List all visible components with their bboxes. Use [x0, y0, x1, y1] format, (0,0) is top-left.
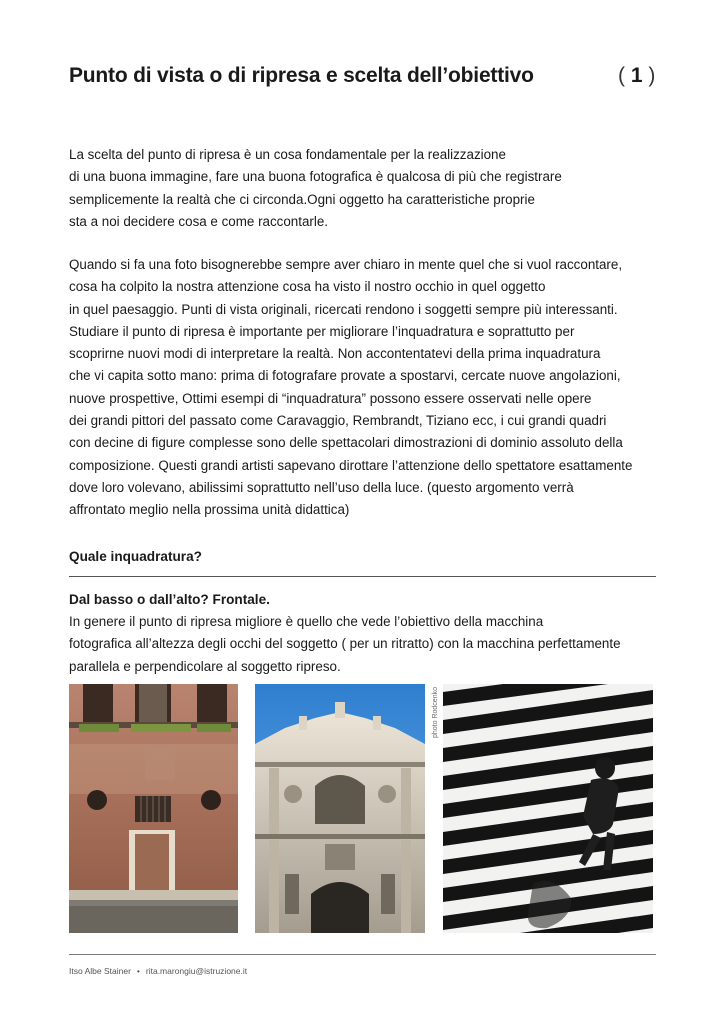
- text-line: con decine di figure complesse sono delle spettacolari dimostrazioni di dominio assoluto della: [69, 435, 623, 451]
- footer-school: Itso Albe Stainer: [69, 966, 131, 976]
- section-divider: [69, 576, 656, 577]
- text-line: composizione. Questi grandi artisti sapevano dirottare l’attenzione dello spettatore esattamente: [69, 457, 633, 473]
- text-line: Quando si fa una foto bisognerebbe sempre aver chiaro in mente quel che si vuol raccontare,: [69, 257, 623, 272]
- text-line: di una buona immagine, fare una buona fotografica è qualcosa di più che registrare: [69, 169, 562, 185]
- footer-email-link[interactable]: rita.marongiu@istruzione.it: [145, 966, 248, 976]
- page-number: [618, 64, 655, 88]
- text-line: cosa ha colpito la nostra attenzione cosa ha visto il nostro occhio in quel oggetto: [69, 279, 546, 295]
- section-heading: Quale inquadratura?: [69, 549, 202, 564]
- text-line: semplicemente la realtà che ci circonda.Ogni oggetto ha caratteristiche proprie: [69, 191, 535, 207]
- text-line: La scelta del punto di ripresa è un cosa fondamentale per la realizzazione: [69, 147, 506, 162]
- text-line: In genere il punto di ripresa migliore è quello che vede l’obiettivo della macchina: [69, 614, 544, 629]
- photo-credit: photo Rodcenko: [432, 687, 439, 738]
- page-number-open-paren: (: [618, 64, 625, 87]
- text-line: parallela e perpendicolare al soggetto ripreso.: [69, 658, 341, 674]
- text-line: in quel paesaggio. Punti di vista originali, ricercati rendono i soggetti sempre più interessanti.: [69, 301, 618, 317]
- text-line: affrontato meglio nella prossima unità didattica): [69, 502, 350, 518]
- footer-separator: •: [136, 966, 140, 976]
- body-paragraph: [69, 254, 632, 522]
- text-line: sta a noi decidere cosa e come raccontarle.: [69, 213, 329, 229]
- text-line: dei grandi pittori del passato come Caravaggio, Rembrandt, Tiziano ecc, i cui grandi quadri: [69, 413, 607, 429]
- page-number-close-paren: ): [648, 64, 656, 87]
- text-line: fotografica all’altezza degli occhi del soggetto ( per un ritratto) con la macchina perfettamente: [69, 636, 621, 652]
- text-line: scoprirne nuovi modi di interpretare la realtà. Non accontentatevi della prima inquadratura: [69, 346, 601, 362]
- section-paragraph: [69, 611, 621, 678]
- text-line: che vi capita sotto mano: prima di fotografare provate a spostarvi, cercate nuove angolazioni,: [69, 368, 621, 384]
- footer-divider: [69, 954, 656, 955]
- striped-stairs-figure-photo: [443, 684, 653, 933]
- page-footer: [69, 966, 247, 976]
- section-subheading: Dal basso o dall’alto? Frontale.: [69, 592, 270, 607]
- intro-paragraph: [69, 144, 562, 233]
- page-title: Punto di vista o di ripresa e scelta dell’obiettivo: [69, 64, 534, 87]
- page-number-value: 1: [630, 64, 643, 87]
- text-line: nuove prospettive, Ottimi esempi di “inquadratura” possono essere osservati nelle opere: [69, 390, 592, 406]
- brick-facade-photo: [69, 684, 238, 933]
- text-line: dove loro volevano, abilissimi soprattutto nell’uso della luce. (questo argomento verrà: [69, 479, 574, 495]
- text-line: Studiare il punto di ripresa è importante per migliorare l’inquadratura e soprattutto per: [69, 323, 575, 339]
- baroque-church-facade-photo: [255, 684, 425, 933]
